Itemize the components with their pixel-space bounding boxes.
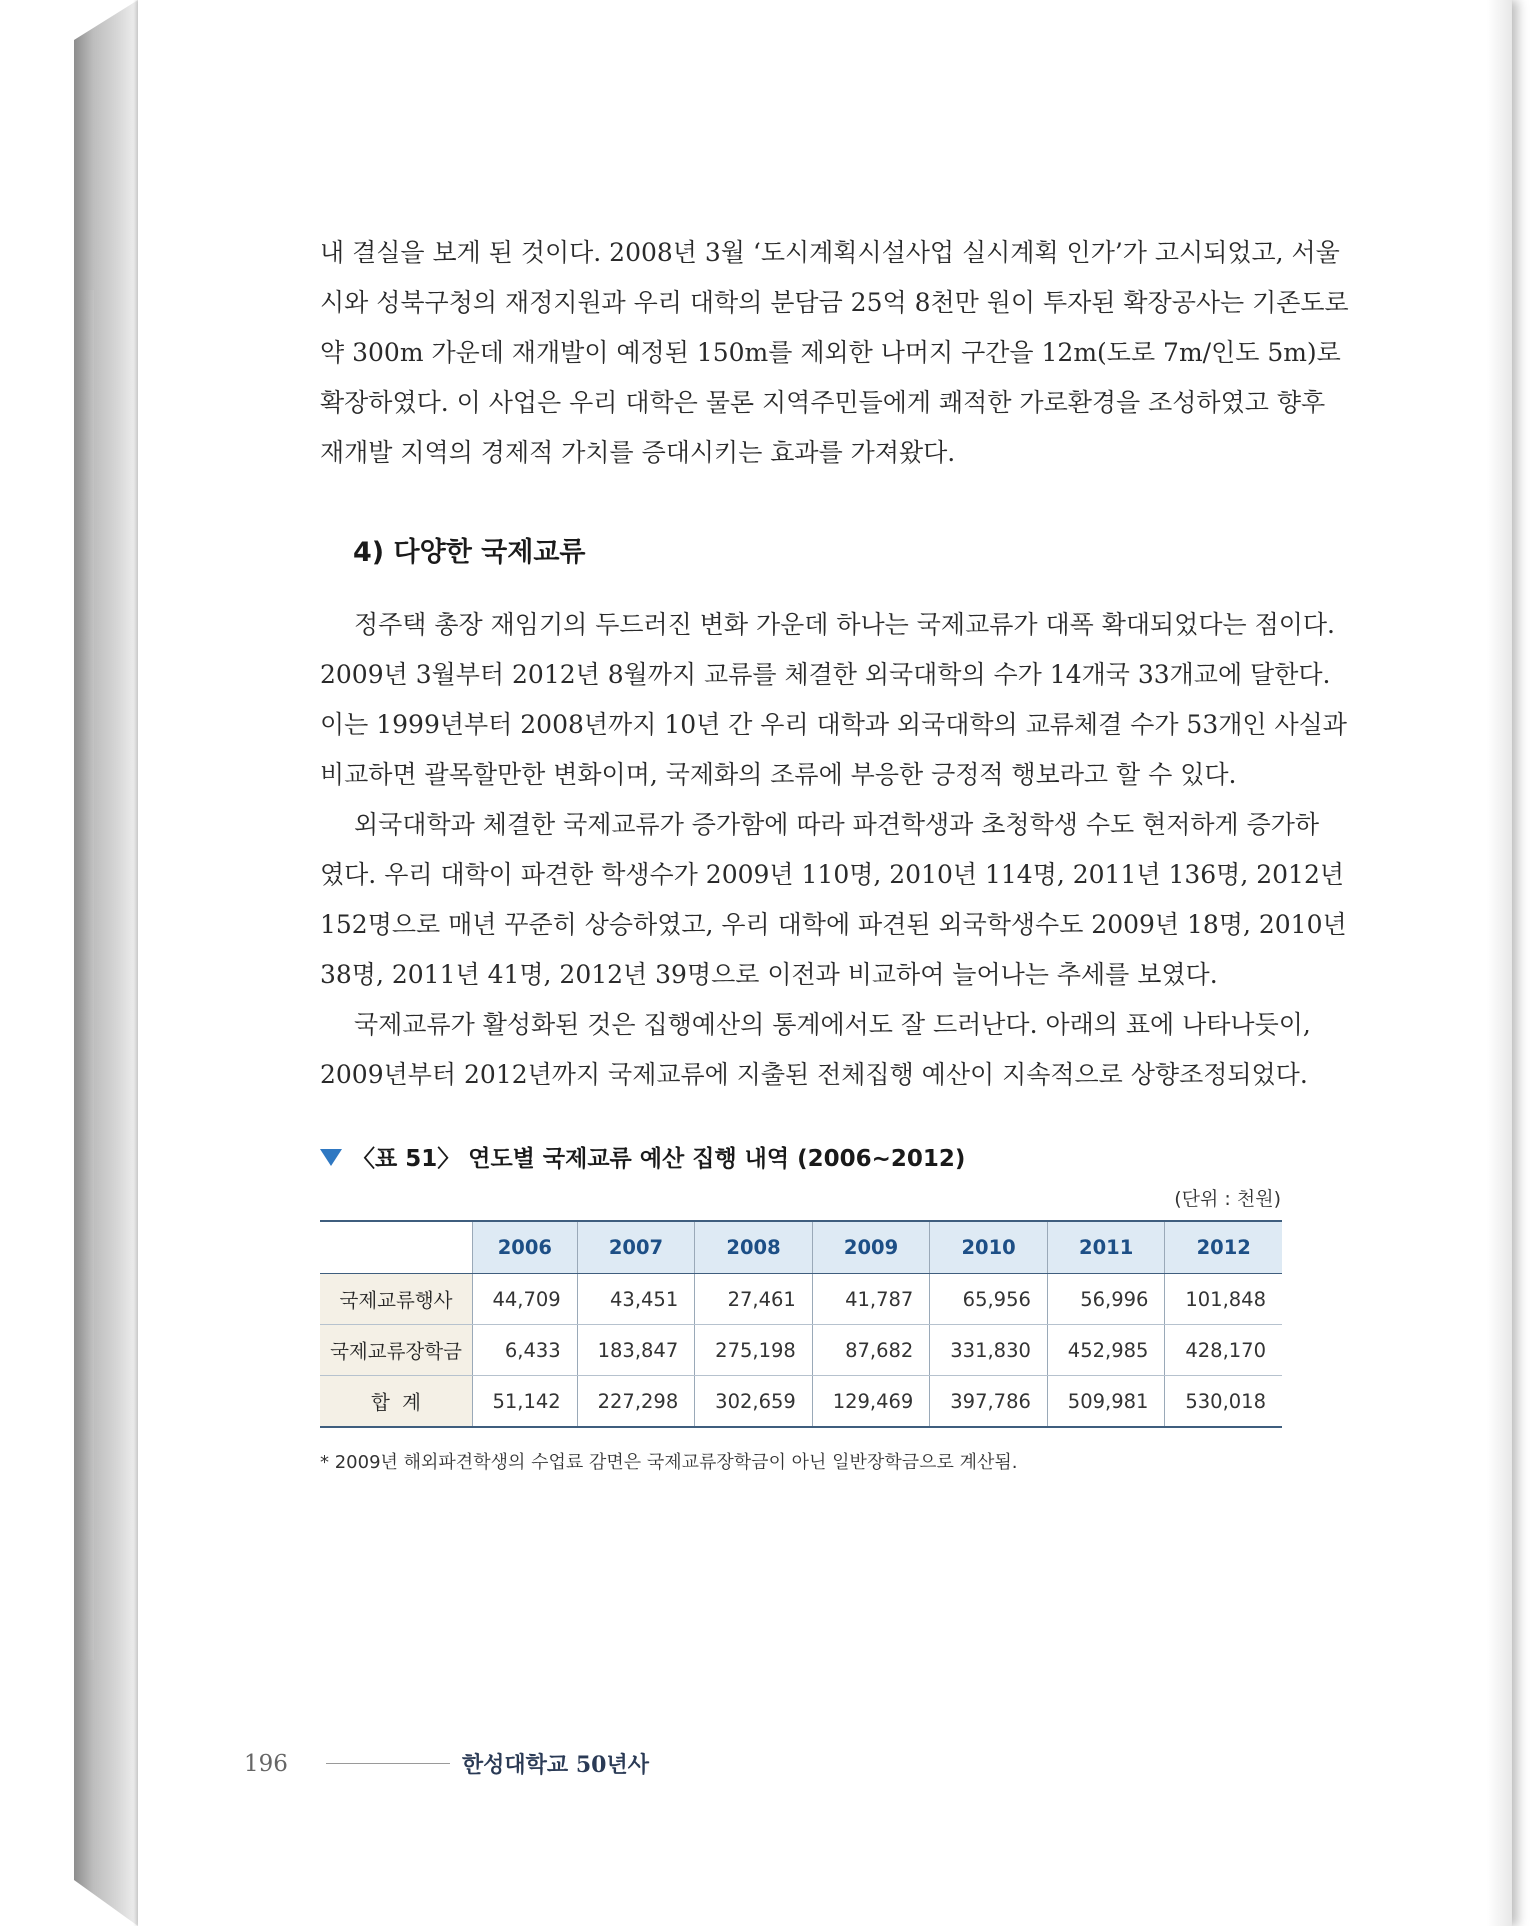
- paragraph-line: 2009년부터 2012년까지 국제교류에 지출된 전체집행 예산이 지속적으로 상향조정되었다.: [320, 1060, 1308, 1089]
- running-title: 한성대학교 50년사: [461, 1752, 649, 1778]
- table-cell: 183,847: [577, 1325, 695, 1376]
- table-row: [320, 1274, 1282, 1325]
- table-cell: 331,830: [930, 1325, 1048, 1376]
- paragraph-line: 이는 1999년부터 2008년까지 10년 간 우리 대학과 외국대학의 교류체결 수가 53개인 사실과: [320, 710, 1347, 739]
- paragraph-line: 정주택 총장 재임기의 두드러진 변화 가운데 하나는 국제교류가 대폭 확대되었다는 점이다.: [354, 610, 1335, 639]
- table-cell: 87,682: [812, 1325, 930, 1376]
- table-cell: 51,142: [473, 1376, 578, 1428]
- header-year-cell: 2006: [473, 1221, 578, 1274]
- table-caption: [320, 1140, 965, 1173]
- table-cell: 129,469: [812, 1376, 930, 1428]
- table-cell: 43,451: [577, 1274, 695, 1325]
- intro-paragraph: [320, 228, 1349, 478]
- book-spine-shade: [80, 290, 94, 1660]
- header-corner-cell: [320, 1221, 473, 1274]
- table-cell: 101,848: [1165, 1274, 1282, 1325]
- table-title: 〈표 51〉 연도별 국제교류 예산 집행 내역 (2006~2012): [352, 1146, 966, 1172]
- page-folio: [244, 1748, 649, 1779]
- page-number: 196: [244, 1750, 288, 1777]
- body-paragraph: [320, 600, 1347, 1100]
- table-cell: 428,170: [1165, 1325, 1282, 1376]
- table-cell: 302,659: [695, 1376, 813, 1428]
- table-cell: 397,786: [930, 1376, 1048, 1428]
- table-cell: 44,709: [473, 1274, 578, 1325]
- table-cell: 275,198: [695, 1325, 813, 1376]
- paragraph-line: 국제교류가 활성화된 것은 집행예산의 통계에서도 잘 드러난다. 아래의 표에 나타나듯이,: [354, 1010, 1311, 1039]
- table-cell: 41,787: [812, 1274, 930, 1325]
- table-cell: 56,996: [1047, 1274, 1165, 1325]
- table-cell: 65,956: [930, 1274, 1048, 1325]
- header-year-cell: 2008: [695, 1221, 813, 1274]
- table-footnote: * 2009년 해외파견학생의 수업료 감면은 국제교류장학금이 아닌 일반장학금으로 계산됨.: [320, 1452, 1018, 1473]
- table-cell: 227,298: [577, 1376, 695, 1428]
- table-header-row: [320, 1221, 1282, 1274]
- header-year-cell: 2010: [930, 1221, 1048, 1274]
- page-right-shadow: [1487, 0, 1512, 1926]
- table-cell: 509,981: [1047, 1376, 1165, 1428]
- section-heading: 4) 다양한 국제교류: [353, 537, 586, 568]
- paragraph-line: 152명으로 매년 꾸준히 상승하였고, 우리 대학에 파견된 외국학생수도 2009년 18명, 2010년: [320, 910, 1347, 939]
- table-cell: 452,985: [1047, 1325, 1165, 1376]
- row-label: 합 계: [320, 1376, 473, 1428]
- header-year-cell: 2007: [577, 1221, 695, 1274]
- paragraph-line: 약 300m 가운데 재개발이 예정된 150m를 제외한 나머지 구간을 12m(도로 7m/인도 5m)로: [320, 338, 1341, 367]
- row-label: 국제교류행사: [320, 1274, 473, 1325]
- paragraph-line: 확장하였다. 이 사업은 우리 대학은 물론 지역주민들에게 쾌적한 가로환경을 조성하였고 향후: [320, 388, 1326, 417]
- paragraph-line: 2009년 3월부터 2012년 8월까지 교류를 체결한 외국대학의 수가 14개국 33개교에 달한다.: [320, 660, 1331, 689]
- table-cell: 27,461: [695, 1274, 813, 1325]
- paragraph-line: 비교하면 괄목할만한 변화이며, 국제화의 조류에 부응한 긍정적 행보라고 할 수 있다.: [320, 760, 1237, 789]
- header-year-cell: 2012: [1165, 1221, 1282, 1274]
- triangle-down-icon: [320, 1149, 342, 1166]
- table-cell: 6,433: [473, 1325, 578, 1376]
- paragraph-line: 재개발 지역의 경제적 가치를 증대시키는 효과를 가져왔다.: [320, 438, 956, 467]
- row-label: 국제교류장학금: [320, 1325, 473, 1376]
- header-year-cell: 2009: [812, 1221, 930, 1274]
- paragraph-line: 외국대학과 체결한 국제교류가 증가함에 따라 파견학생과 초청학생 수도 현저하게 증가하: [354, 810, 1320, 839]
- header-year-cell: 2011: [1047, 1221, 1165, 1274]
- table-unit-note: (단위 : 천원): [1174, 1188, 1281, 1210]
- paragraph-line: 38명, 2011년 41명, 2012년 39명으로 이전과 비교하여 늘어나는 추세를 보였다.: [320, 960, 1218, 989]
- table-row: [320, 1325, 1282, 1376]
- paragraph-line: 내 결실을 보게 된 것이다. 2008년 3월 ‘도시계획시설사업 실시계획 인가’가 고시되었고, 서울: [320, 238, 1340, 267]
- table-row-total: [320, 1376, 1282, 1428]
- paragraph-line: 였다. 우리 대학이 파견한 학생수가 2009년 110명, 2010년 114명, 2011년 136명, 2012년: [320, 860, 1344, 889]
- folio-divider: [326, 1763, 450, 1764]
- table-cell: 530,018: [1165, 1376, 1282, 1428]
- paragraph-line: 시와 성북구청의 재정지원과 우리 대학의 분담금 25억 8천만 원이 투자된 확장공사는 기존도로: [320, 288, 1349, 317]
- budget-table: [320, 1220, 1282, 1428]
